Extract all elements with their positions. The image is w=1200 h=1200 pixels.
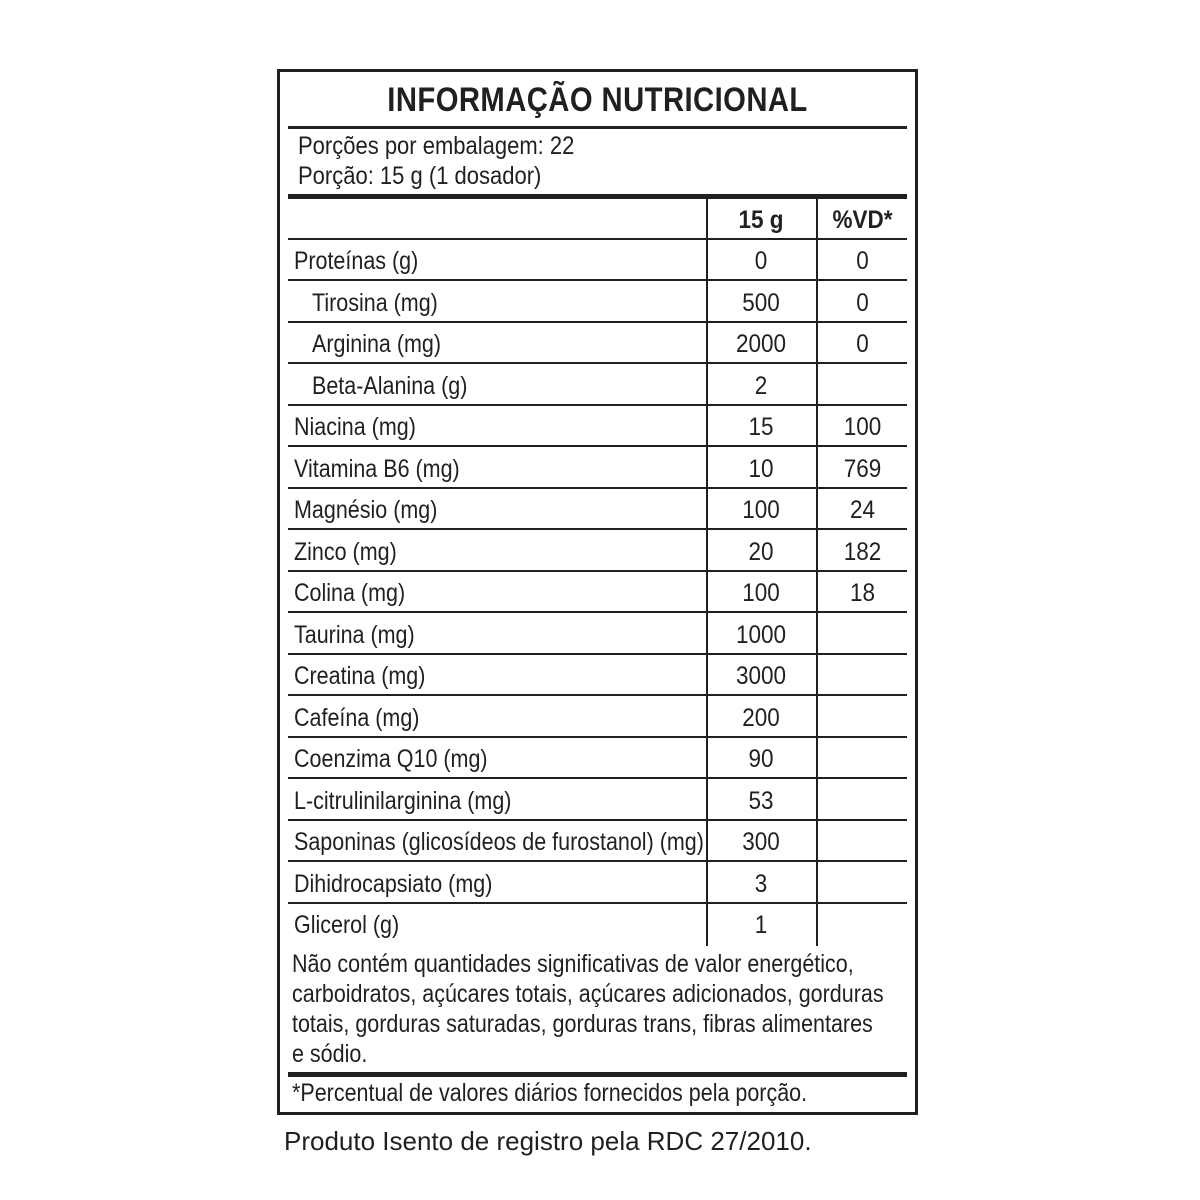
nutrient-amount: 0 — [754, 247, 768, 275]
table-row — [288, 863, 907, 904]
nutrient-name: Proteínas (g) — [294, 247, 419, 275]
nutrient-name: Magnésio (mg) — [294, 496, 438, 524]
nutrient-name: L-citrulinilarginina (mg) — [294, 786, 512, 815]
nutrient-dv: 0 — [856, 288, 869, 317]
nutrient-dv — [821, 780, 905, 821]
table-row — [288, 323, 907, 364]
note-line: e sódio. — [292, 1040, 368, 1068]
nutrient-name: Glicerol (g) — [294, 911, 400, 939]
nutrient-amount: 20 — [748, 537, 774, 566]
nutrient-amount: 1000 — [735, 620, 787, 649]
nutrient-name: Niacina (mg) — [294, 413, 416, 441]
nutrient-dv: 182 — [843, 537, 882, 566]
nutrient-name: Saponinas (glicosídeos de furostanol) (mg) — [294, 828, 704, 856]
table-row — [288, 655, 907, 696]
nutrient-name: Cafeína (mg) — [294, 703, 420, 732]
column-header-amount: 15 g — [738, 206, 784, 234]
nutrient-name: Arginina (mg) — [312, 330, 442, 358]
footnote-divider — [288, 1072, 907, 1077]
column-header-dv: %VD* — [832, 206, 893, 234]
nutrition-facts-label — [277, 69, 918, 1115]
nutrient-dv — [821, 697, 905, 738]
servings-per-package: Porções por embalagem: 22 — [298, 132, 575, 160]
nutrient-name: Beta-Alanina (g) — [312, 371, 468, 400]
nutrient-dv — [821, 614, 905, 655]
nutrient-amount: 3000 — [735, 662, 787, 690]
nutrient-amount: 200 — [742, 703, 780, 732]
table-row — [288, 365, 907, 406]
nutrient-amount: 100 — [742, 496, 780, 524]
nutrient-amount: 2 — [754, 371, 768, 400]
nutrient-amount: 2000 — [735, 330, 787, 358]
nutrient-dv — [821, 863, 905, 904]
table-row — [288, 821, 907, 862]
serving-size: Porção: 15 g (1 dosador) — [298, 162, 542, 190]
table-row — [288, 904, 907, 945]
nutrient-name: Vitamina B6 (mg) — [294, 454, 460, 483]
table-row — [288, 738, 907, 779]
nutrient-name: Coenzima Q10 (mg) — [294, 745, 488, 773]
nutrient-name: Tirosina (mg) — [312, 288, 438, 317]
label-title: INFORMAÇÃO NUTRICIONAL — [387, 81, 808, 119]
nutrient-amount: 100 — [742, 579, 780, 607]
table-row — [288, 697, 907, 738]
nutrient-amount: 3 — [754, 869, 768, 898]
nutrient-dv — [821, 365, 905, 406]
table-row — [288, 282, 907, 323]
nutrient-amount: 500 — [742, 288, 780, 317]
note-line: Não contém quantidades significativas de valor energético, — [292, 950, 854, 978]
nutrient-dv — [821, 821, 905, 862]
nutrient-dv: 0 — [856, 330, 869, 358]
table-header-row — [288, 199, 907, 240]
nutrient-name: Zinco (mg) — [294, 537, 397, 566]
nutrient-dv: 18 — [849, 579, 876, 607]
title-divider — [288, 126, 907, 129]
table-row — [288, 448, 907, 489]
nutrient-amount: 90 — [748, 745, 774, 773]
nutrient-name: Colina (mg) — [294, 579, 406, 607]
note-line: carboidratos, açúcares totais, açúcares adicionados, gorduras — [292, 980, 884, 1008]
nutrient-amount: 15 — [748, 413, 774, 441]
nutrient-name: Taurina (mg) — [294, 620, 415, 649]
nutrient-dv: 0 — [856, 247, 869, 275]
table-row — [288, 240, 907, 281]
column-divider-amount — [706, 199, 708, 946]
nutrient-amount: 1 — [754, 911, 768, 939]
nutrient-dv: 24 — [849, 496, 876, 524]
nutrient-table — [280, 199, 915, 949]
table-row — [288, 614, 907, 655]
column-divider-dv — [816, 199, 818, 946]
note-line: totais, gorduras saturadas, gorduras trans, fibras alimentares — [292, 1010, 873, 1038]
nutrient-name: Creatina (mg) — [294, 662, 426, 690]
table-row — [288, 780, 907, 821]
registration-note: Produto Isento de registro pela RDC 27/2010. — [284, 1126, 812, 1156]
nutrient-dv: 100 — [843, 413, 882, 441]
nutrient-amount: 53 — [748, 786, 774, 815]
nutrient-amount: 10 — [748, 454, 774, 483]
nutrient-dv — [821, 738, 905, 779]
table-row — [288, 406, 907, 447]
nutrient-dv — [821, 904, 905, 945]
nutrient-dv: 769 — [843, 454, 882, 483]
table-row — [288, 531, 907, 572]
dv-footnote: *Percentual de valores diários fornecidos pela porção. — [292, 1079, 808, 1107]
table-row — [288, 572, 907, 613]
table-row — [288, 489, 907, 530]
nutrient-name: Dihidrocapsiato (mg) — [294, 869, 493, 898]
nutrient-dv — [821, 655, 905, 696]
not-significant-note — [292, 949, 894, 1069]
nutrient-amount: 300 — [742, 828, 780, 856]
